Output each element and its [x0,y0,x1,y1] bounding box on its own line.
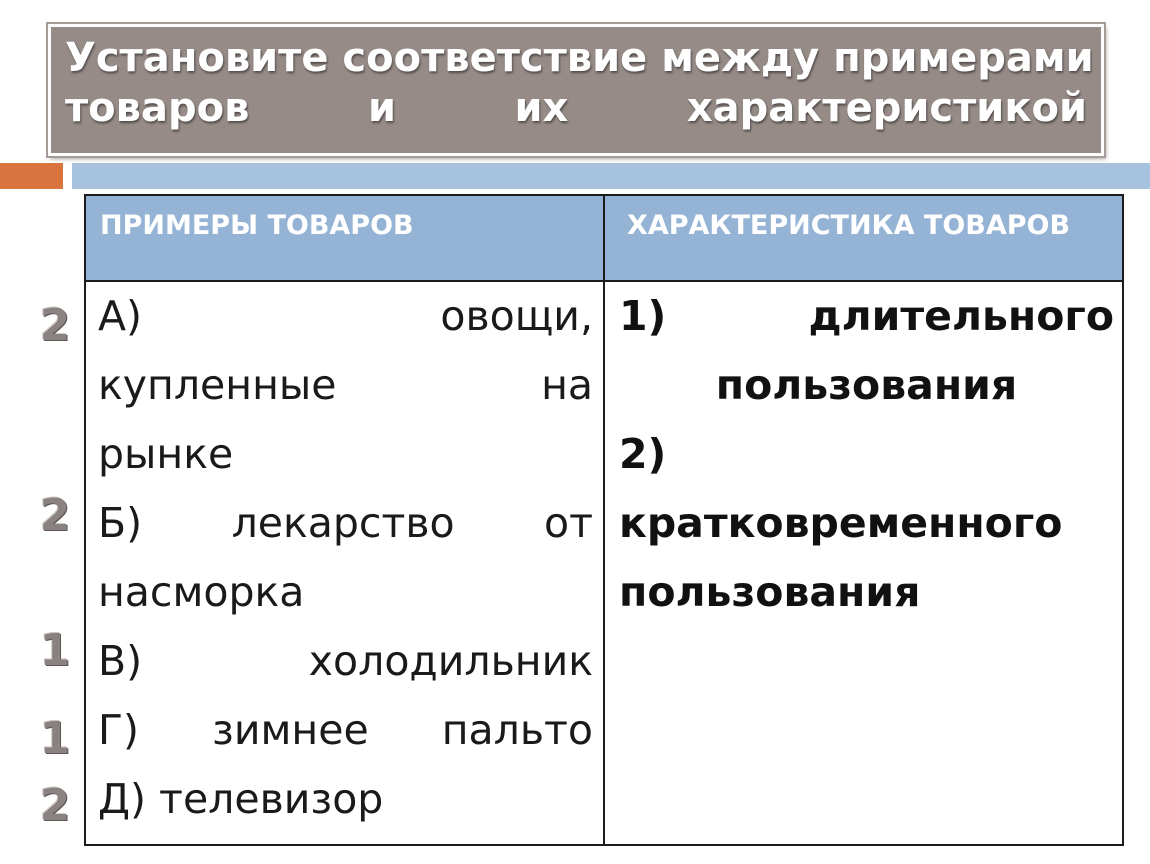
answer-number: 1 [39,713,71,764]
characteristic-2-line: 2) [619,430,667,478]
header-examples [85,195,604,281]
characteristic-2-line: кратковременного [619,499,1063,547]
characteristic-1-line [619,282,1114,351]
characteristic-text: длительного [808,292,1114,340]
characteristic-2-line: пользования [619,568,921,616]
title-word: их [514,85,569,131]
characteristics-cell [604,281,1123,845]
header-characteristics [604,195,1123,281]
answer-number: 2 [39,300,71,351]
example-a-line [98,282,593,351]
characteristic-text: 1) [619,292,667,340]
answer-number: 1 [39,625,71,676]
example-text: А) [98,292,143,340]
answer-number: 2 [39,780,71,831]
title-line-2 [65,83,1087,133]
example-text: овощи, [440,292,593,340]
example-text: от [544,499,593,547]
matching-table [84,194,1124,846]
example-text: на [541,361,593,409]
example-text: холодильник [308,637,593,685]
example-a-line: рынке [98,430,234,478]
example-text: Г) [98,706,139,754]
accent-bar-orange [0,163,63,189]
title-word: товаров [65,85,250,131]
example-text: Б) [98,499,143,547]
header-characteristics-label: ХАРАКТЕРИСТИКА ТОВАРОВ [627,210,1071,241]
example-text: пальто [441,706,593,754]
title-word: характеристикой [686,85,1087,131]
header-examples-label: ПРИМЕРЫ ТОВАРОВ [100,210,414,241]
example-g-line [98,696,593,765]
example-text: В) [98,637,143,685]
example-b-line [98,489,593,558]
answer-number: 2 [39,490,71,541]
examples-cell [85,281,604,845]
example-text: зимнее [212,706,369,754]
characteristic-1-line: пользования [715,361,1018,409]
title-box [48,24,1104,156]
example-text: лекарство [231,499,455,547]
table-header-row [85,195,1123,281]
table-body-row [85,281,1123,845]
example-v-line [98,627,593,696]
title-word: и [367,85,396,131]
example-a-line [98,351,593,420]
title-line-1 [65,33,1094,83]
title-line-1-text: Установите соответствие между примерами [65,35,1094,81]
accent-bar-blue [72,163,1150,189]
example-b-line: насморка [98,568,305,616]
example-text: купленные [98,361,337,409]
example-d-line: Д) телевизор [98,775,384,823]
